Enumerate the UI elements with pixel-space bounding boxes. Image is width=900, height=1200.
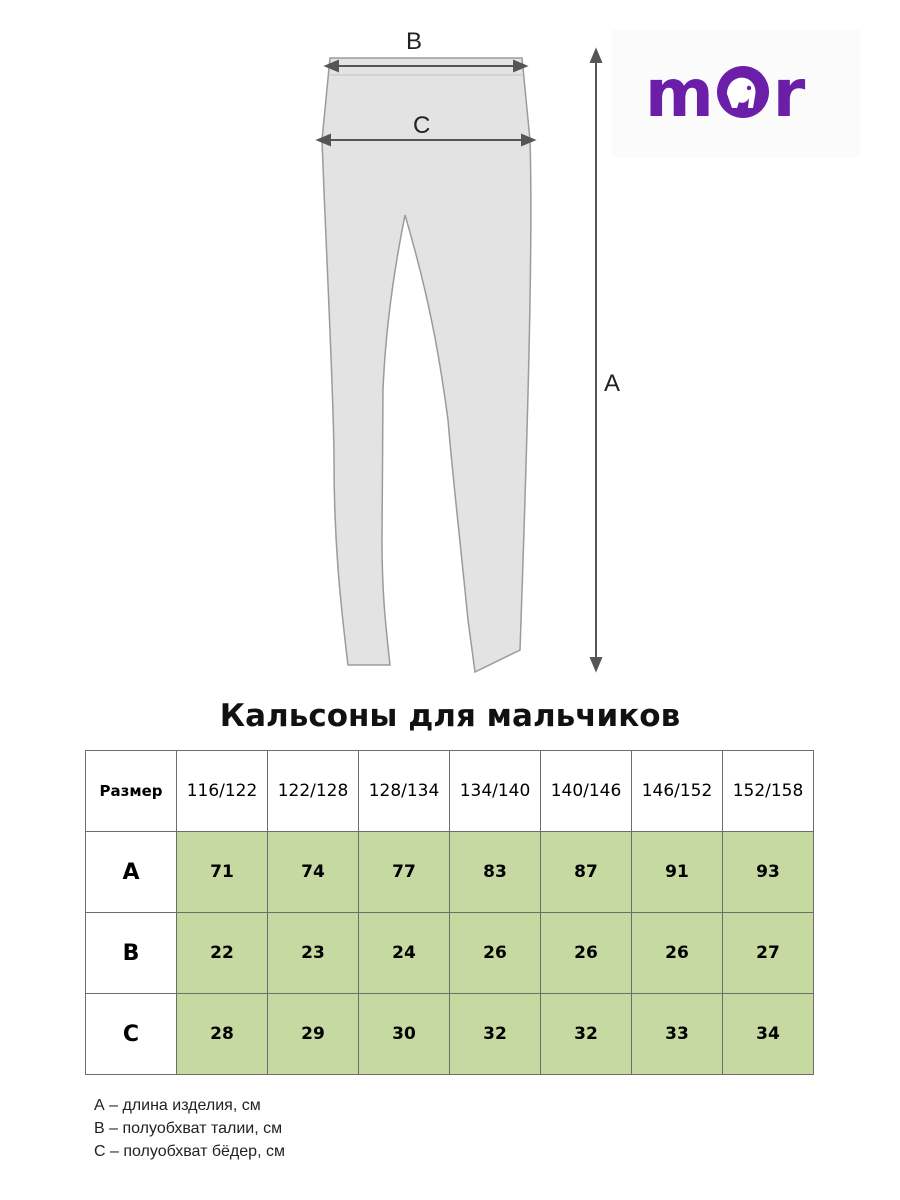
row-label: B bbox=[86, 913, 177, 994]
legend-item-c: С – полуобхват бёдер, см bbox=[94, 1143, 285, 1160]
table-cell: 30 bbox=[359, 994, 450, 1075]
size-table bbox=[85, 750, 814, 1075]
table-cell: 26 bbox=[632, 913, 723, 994]
table-cell: 29 bbox=[268, 994, 359, 1075]
table-cell: 77 bbox=[359, 832, 450, 913]
dimension-b-label: B bbox=[406, 28, 423, 55]
table-row bbox=[86, 994, 814, 1075]
size-header: 146/152 bbox=[632, 751, 723, 832]
table-cell: 87 bbox=[541, 832, 632, 913]
row-label: A bbox=[86, 832, 177, 913]
legend-item-a: А – длина изделия, см bbox=[94, 1097, 261, 1114]
logo-letter-left: m bbox=[645, 55, 713, 132]
logo-letter-right: r bbox=[772, 55, 805, 132]
size-column-label: Размер bbox=[86, 751, 177, 832]
table-cell: 28 bbox=[177, 994, 268, 1075]
table-cell: 32 bbox=[450, 994, 541, 1075]
table-cell: 27 bbox=[723, 913, 814, 994]
size-header: 116/122 bbox=[177, 751, 268, 832]
table-cell: 32 bbox=[541, 994, 632, 1075]
table-cell: 83 bbox=[450, 832, 541, 913]
size-header-row bbox=[86, 751, 814, 832]
page-title: Кальсоны для мальчиков bbox=[219, 698, 681, 734]
leggings-shape bbox=[322, 58, 531, 672]
legend-item-b: В – полуобхват талии, см bbox=[94, 1120, 283, 1137]
size-header: 122/128 bbox=[268, 751, 359, 832]
row-label: C bbox=[86, 994, 177, 1075]
elephant-icon bbox=[713, 62, 773, 122]
dimension-a-arrow bbox=[591, 50, 601, 670]
table-row bbox=[86, 913, 814, 994]
size-header: 140/146 bbox=[541, 751, 632, 832]
size-header: 152/158 bbox=[723, 751, 814, 832]
size-header: 134/140 bbox=[450, 751, 541, 832]
dimension-c-label: C bbox=[413, 112, 431, 139]
table-cell: 71 bbox=[177, 832, 268, 913]
table-cell: 74 bbox=[268, 832, 359, 913]
table-cell: 23 bbox=[268, 913, 359, 994]
table-cell: 93 bbox=[723, 832, 814, 913]
table-cell: 34 bbox=[723, 994, 814, 1075]
table-cell: 91 bbox=[632, 832, 723, 913]
measurement-legend bbox=[94, 1094, 285, 1163]
table-row bbox=[86, 832, 814, 913]
table-cell: 26 bbox=[541, 913, 632, 994]
table-cell: 22 bbox=[177, 913, 268, 994]
brand-logo bbox=[645, 54, 804, 134]
table-cell: 33 bbox=[632, 994, 723, 1075]
table-cell: 24 bbox=[359, 913, 450, 994]
dimension-a-label: A bbox=[604, 370, 621, 397]
table-cell: 26 bbox=[450, 913, 541, 994]
size-header: 128/134 bbox=[359, 751, 450, 832]
